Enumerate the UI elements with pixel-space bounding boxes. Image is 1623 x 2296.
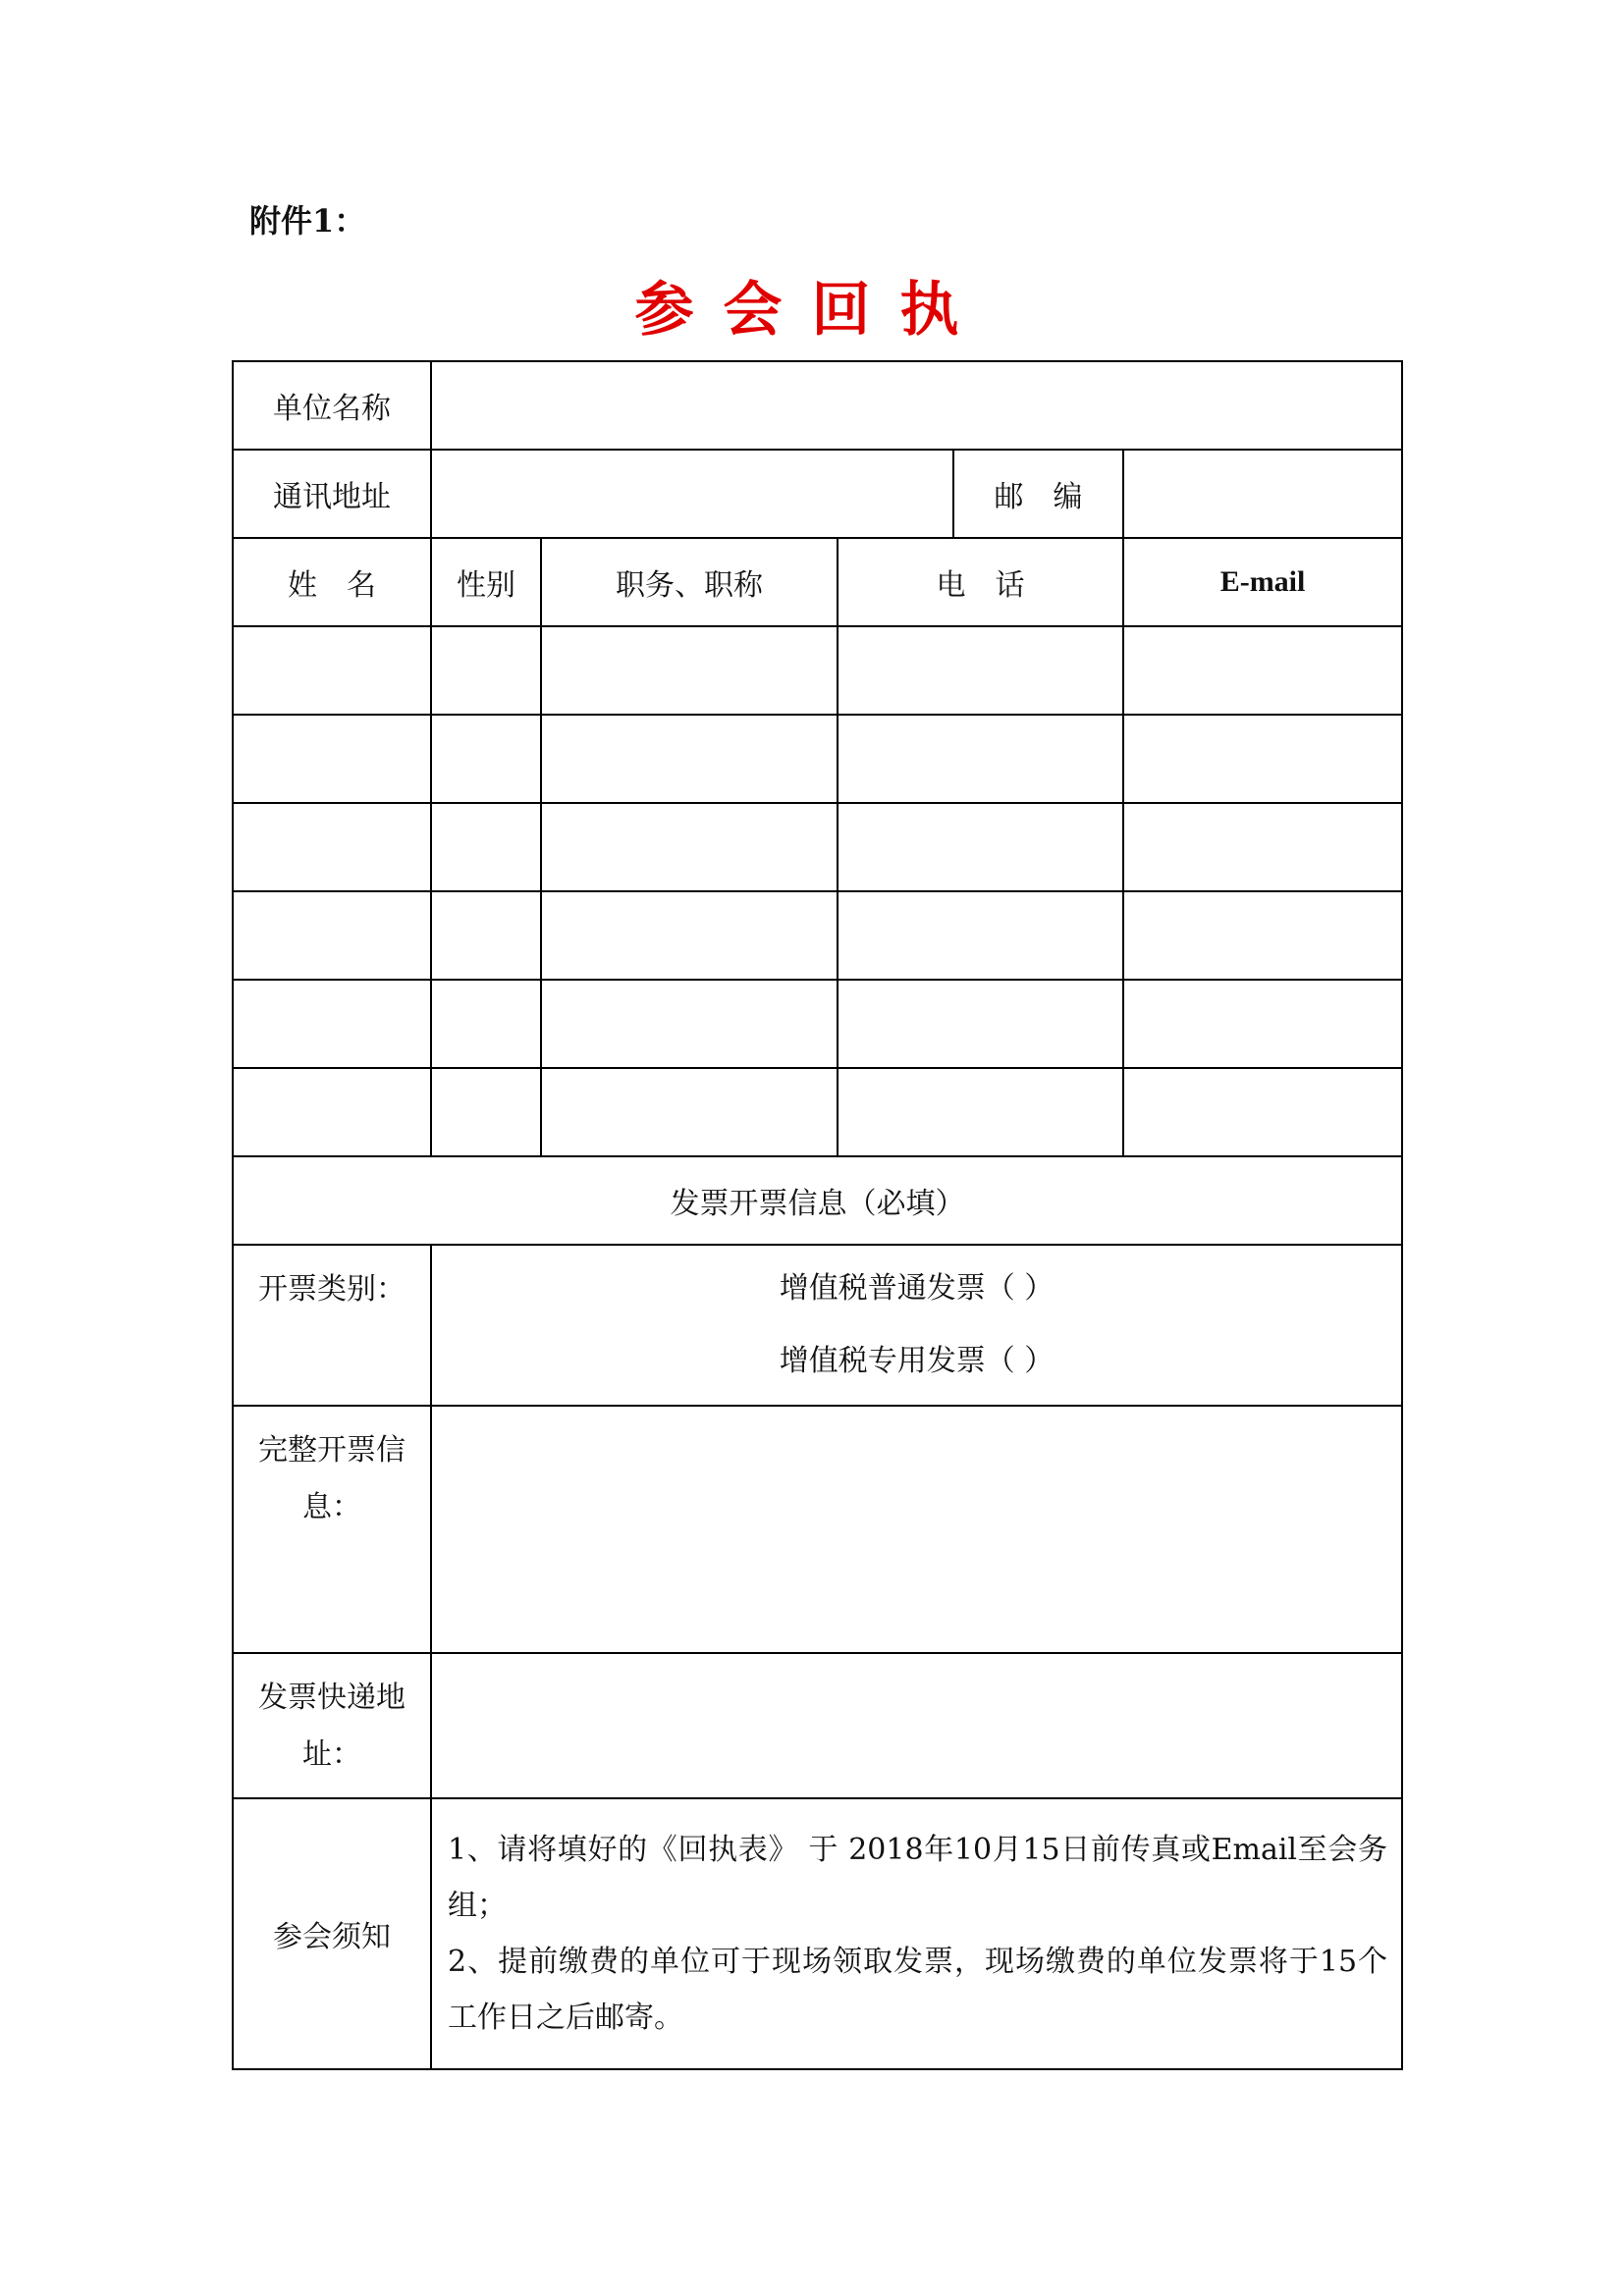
attendee-header-row bbox=[233, 538, 1402, 626]
attendee-row bbox=[233, 803, 1402, 891]
attendee-title-field[interactable] bbox=[541, 803, 838, 891]
column-header-email: E-mail bbox=[1123, 538, 1402, 626]
attendee-title-field[interactable] bbox=[541, 1068, 838, 1156]
attendee-name-field[interactable] bbox=[233, 1068, 431, 1156]
attendee-gender-field[interactable] bbox=[431, 1068, 541, 1156]
address-field[interactable] bbox=[431, 450, 953, 538]
attendee-gender-field[interactable] bbox=[431, 715, 541, 803]
attendee-gender-field[interactable] bbox=[431, 803, 541, 891]
column-header-gender: 性别 bbox=[431, 538, 541, 626]
attendee-title-field[interactable] bbox=[541, 715, 838, 803]
attendee-email-field[interactable] bbox=[1123, 1068, 1402, 1156]
column-header-name: 姓 名 bbox=[233, 538, 431, 626]
unit-name-field[interactable] bbox=[431, 361, 1402, 450]
attendee-email-field[interactable] bbox=[1123, 715, 1402, 803]
unit-name-label: 单位名称 bbox=[233, 361, 431, 450]
invoice-type-options bbox=[431, 1245, 1402, 1406]
attendee-title-field[interactable] bbox=[541, 891, 838, 980]
attendee-gender-field[interactable] bbox=[431, 891, 541, 980]
attendee-gender-field[interactable] bbox=[431, 626, 541, 715]
invoice-delivery-label: 发票快递地址： bbox=[233, 1653, 431, 1798]
attendee-phone-field[interactable] bbox=[838, 715, 1123, 803]
postcode-label: 邮 编 bbox=[953, 450, 1123, 538]
page-title: 参会回执 bbox=[634, 276, 989, 345]
invoice-type-general-option[interactable]: 增值税普通发票（ ） bbox=[779, 1271, 1055, 1306]
attendee-row bbox=[233, 715, 1402, 803]
registration-form bbox=[232, 360, 1403, 2070]
attendee-row bbox=[233, 1068, 1402, 1156]
attendee-email-field[interactable] bbox=[1123, 626, 1402, 715]
postcode-field[interactable] bbox=[1123, 450, 1402, 538]
attendee-phone-field[interactable] bbox=[838, 891, 1123, 980]
attendee-name-field[interactable] bbox=[233, 980, 431, 1068]
attendee-name-field[interactable] bbox=[233, 715, 431, 803]
column-header-title: 职务、职称 bbox=[541, 538, 838, 626]
attendee-gender-field[interactable] bbox=[431, 980, 541, 1068]
attendee-name-field[interactable] bbox=[233, 626, 431, 715]
notice-content bbox=[431, 1798, 1402, 2069]
attendee-row bbox=[233, 891, 1402, 980]
invoice-delivery-field[interactable] bbox=[431, 1653, 1402, 1798]
attendee-phone-field[interactable] bbox=[838, 626, 1123, 715]
attendee-phone-field[interactable] bbox=[838, 980, 1123, 1068]
attendee-email-field[interactable] bbox=[1123, 980, 1402, 1068]
invoice-type-special-option[interactable]: 增值税专用发票（ ） bbox=[779, 1344, 1055, 1378]
attendee-title-field[interactable] bbox=[541, 980, 838, 1068]
attendee-phone-field[interactable] bbox=[838, 1068, 1123, 1156]
notice-label: 参会须知 bbox=[233, 1798, 431, 2069]
column-header-phone: 电 话 bbox=[838, 538, 1123, 626]
full-invoice-info-field[interactable] bbox=[431, 1406, 1402, 1653]
attendee-row bbox=[233, 626, 1402, 715]
attendee-email-field[interactable] bbox=[1123, 803, 1402, 891]
attendee-email-field[interactable] bbox=[1123, 891, 1402, 980]
attendee-name-field[interactable] bbox=[233, 803, 431, 891]
invoice-section-title: 发票开票信息（必填） bbox=[233, 1156, 1402, 1245]
notice-item: 2、提前缴费的单位可于现场领取发票，现场缴费的单位发票将于15个工作日之后邮寄。 bbox=[448, 1945, 1388, 2035]
full-invoice-info-label: 完整开票信息： bbox=[233, 1406, 431, 1653]
attendee-phone-field[interactable] bbox=[838, 803, 1123, 891]
notice-item: 1、请将填好的《回执表》 于 2018年10月15日前传真或Email至会务组； bbox=[448, 1833, 1388, 1923]
address-label: 通讯地址 bbox=[233, 450, 431, 538]
attendee-row bbox=[233, 980, 1402, 1068]
attendee-name-field[interactable] bbox=[233, 891, 431, 980]
attachment-label: 附件1： bbox=[249, 202, 366, 240]
invoice-type-label: 开票类别： bbox=[233, 1245, 431, 1406]
attendee-title-field[interactable] bbox=[541, 626, 838, 715]
